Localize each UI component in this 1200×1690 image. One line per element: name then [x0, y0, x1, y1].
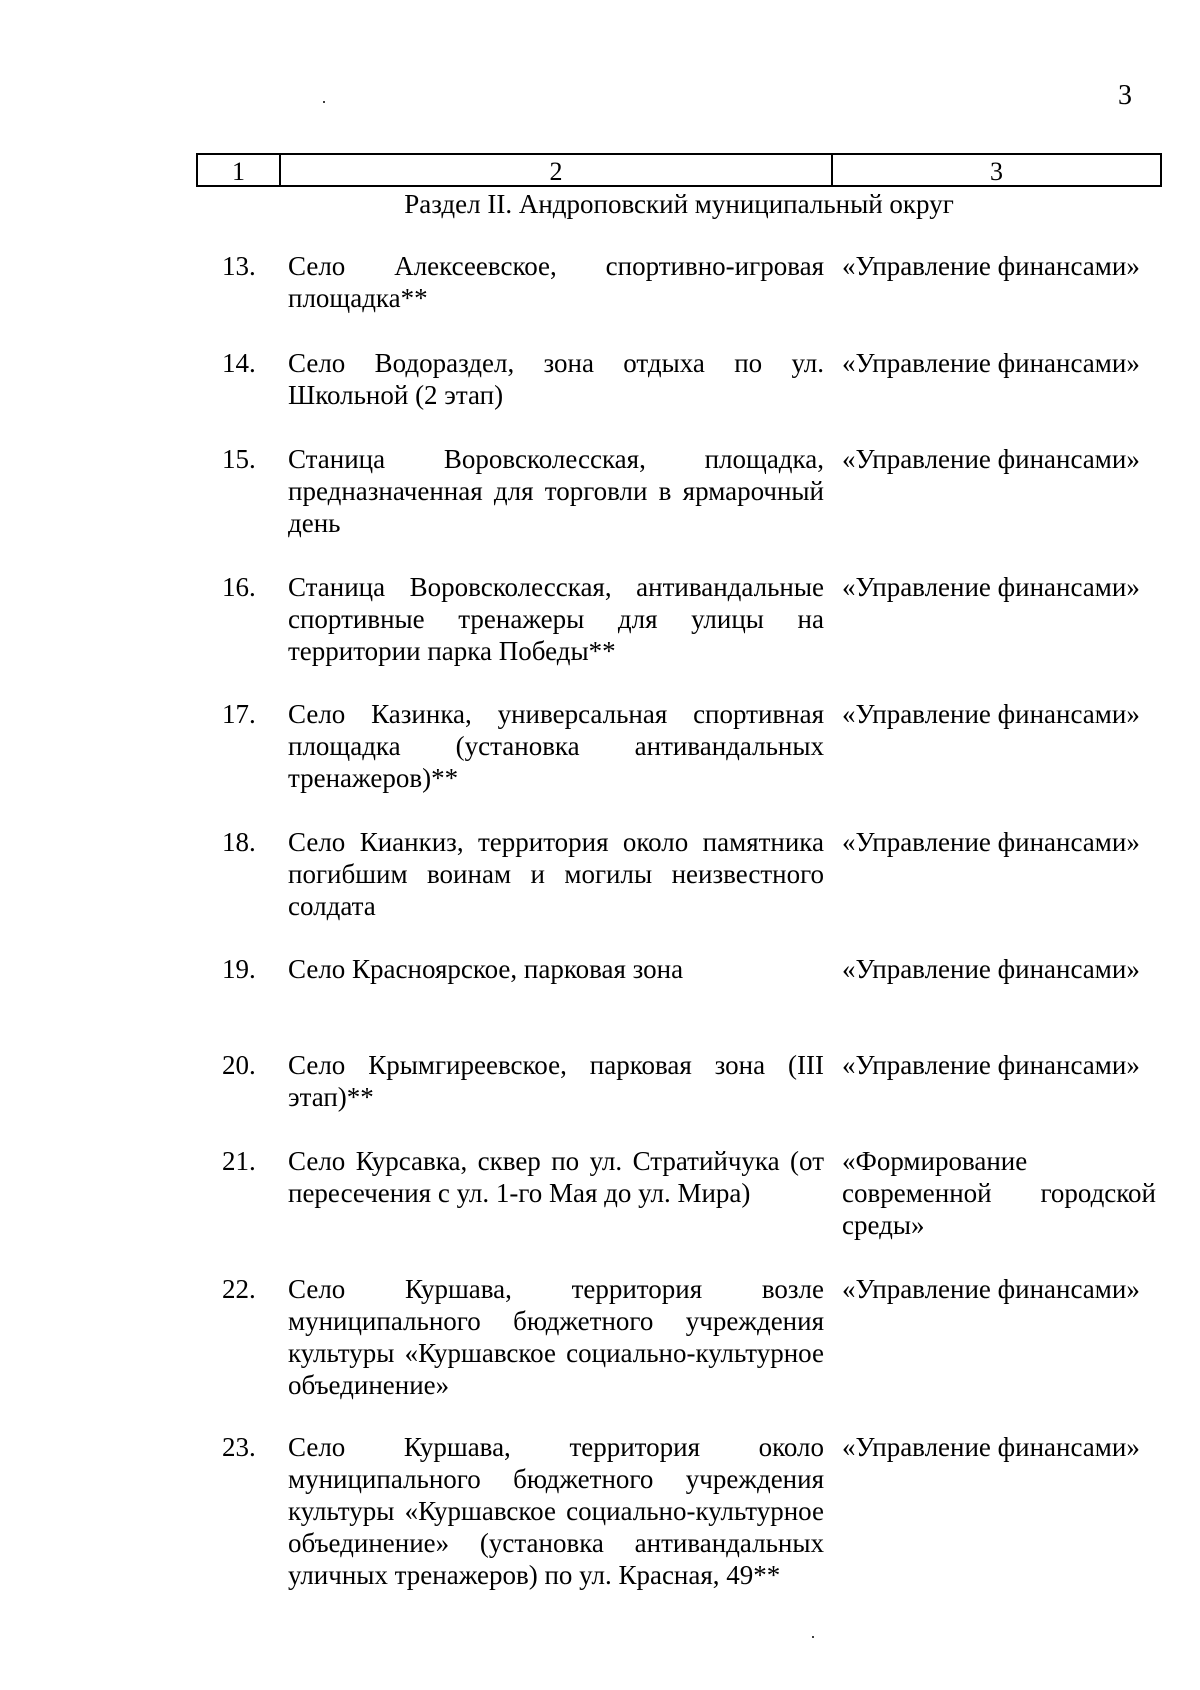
row-number: 17.: [222, 699, 256, 729]
row-number: 20.: [222, 1050, 256, 1080]
row-number: 16.: [222, 572, 256, 602]
row-number: 13.: [222, 251, 256, 281]
row-number: 23.: [222, 1432, 256, 1462]
row-program: «Управление финансами»: [842, 954, 1140, 984]
table-header-col-3: 3: [990, 157, 1003, 186]
section-title: Раздел II. Андроповский муниципальный округ: [404, 189, 954, 219]
row-number: 22.: [222, 1274, 256, 1304]
scan-speck: [812, 1636, 814, 1638]
row-description: Село Куршава, территория возле муниципального бюджетного учреждения культуры «Куршавское социально-культурное объединение»: [288, 1274, 824, 1400]
row-number: 21.: [222, 1146, 256, 1176]
row-program: «Управление финансами»: [842, 572, 1140, 602]
row-number: 18.: [222, 827, 256, 857]
table-header-col-1: 1: [198, 155, 281, 185]
table-header-col-2: 2: [281, 155, 833, 185]
row-description: Село Куршава, территория около муниципального бюджетного учреждения культуры «Куршавское социально-культурное объединение» (установка антивандальных уличных тренажеров) по ул. Красная, 49**: [288, 1432, 824, 1590]
row-description: Село Кианкиз, территория около памятника погибшим воинам и могилы неизвестного солдата: [288, 827, 824, 921]
row-program: «Управление финансами»: [842, 1050, 1140, 1080]
page-number: 3: [1118, 80, 1132, 111]
row-program: «Управление финансами»: [842, 1432, 1140, 1462]
scan-speck: [323, 101, 325, 103]
row-program: «Управление финансами»: [842, 827, 1140, 857]
row-program: «Управление финансами»: [842, 699, 1140, 729]
row-program: «Формирование современной городской среды»: [842, 1146, 1156, 1240]
row-description: Село Крымгиреевское, парковая зона (III этап)**: [288, 1050, 824, 1112]
row-description: Станица Воровсколесская, антивандальные спортивные тренажеры для улицы на территории парка Победы**: [288, 572, 824, 666]
row-program: «Управление финансами»: [842, 444, 1140, 474]
row-number: 19.: [222, 954, 256, 984]
row-description: Село Водораздел, зона отдыха по ул. Школьной (2 этап): [288, 348, 824, 410]
row-number: 15.: [222, 444, 256, 474]
row-description: Село Казинка, универсальная спортивная площадка (установка антивандальных тренажеров)**: [288, 699, 824, 793]
row-program: «Управление финансами»: [842, 348, 1140, 378]
row-description: Село Курсавка, сквер по ул. Стратийчука (от пересечения с ул. 1-го Мая до ул. Мира): [288, 1146, 824, 1208]
row-description: Село Красноярское, парковая зона: [288, 954, 684, 984]
row-number: 14.: [222, 348, 256, 378]
row-program: «Управление финансами»: [842, 251, 1140, 281]
row-description: Станица Воровсколесская, площадка, предназначенная для торговли в ярмарочный день: [288, 444, 824, 538]
table-header-row: [196, 153, 1162, 187]
row-description: Село Алексеевское, спортивно-игровая площадка**: [288, 251, 824, 313]
row-program: «Управление финансами»: [842, 1274, 1140, 1304]
